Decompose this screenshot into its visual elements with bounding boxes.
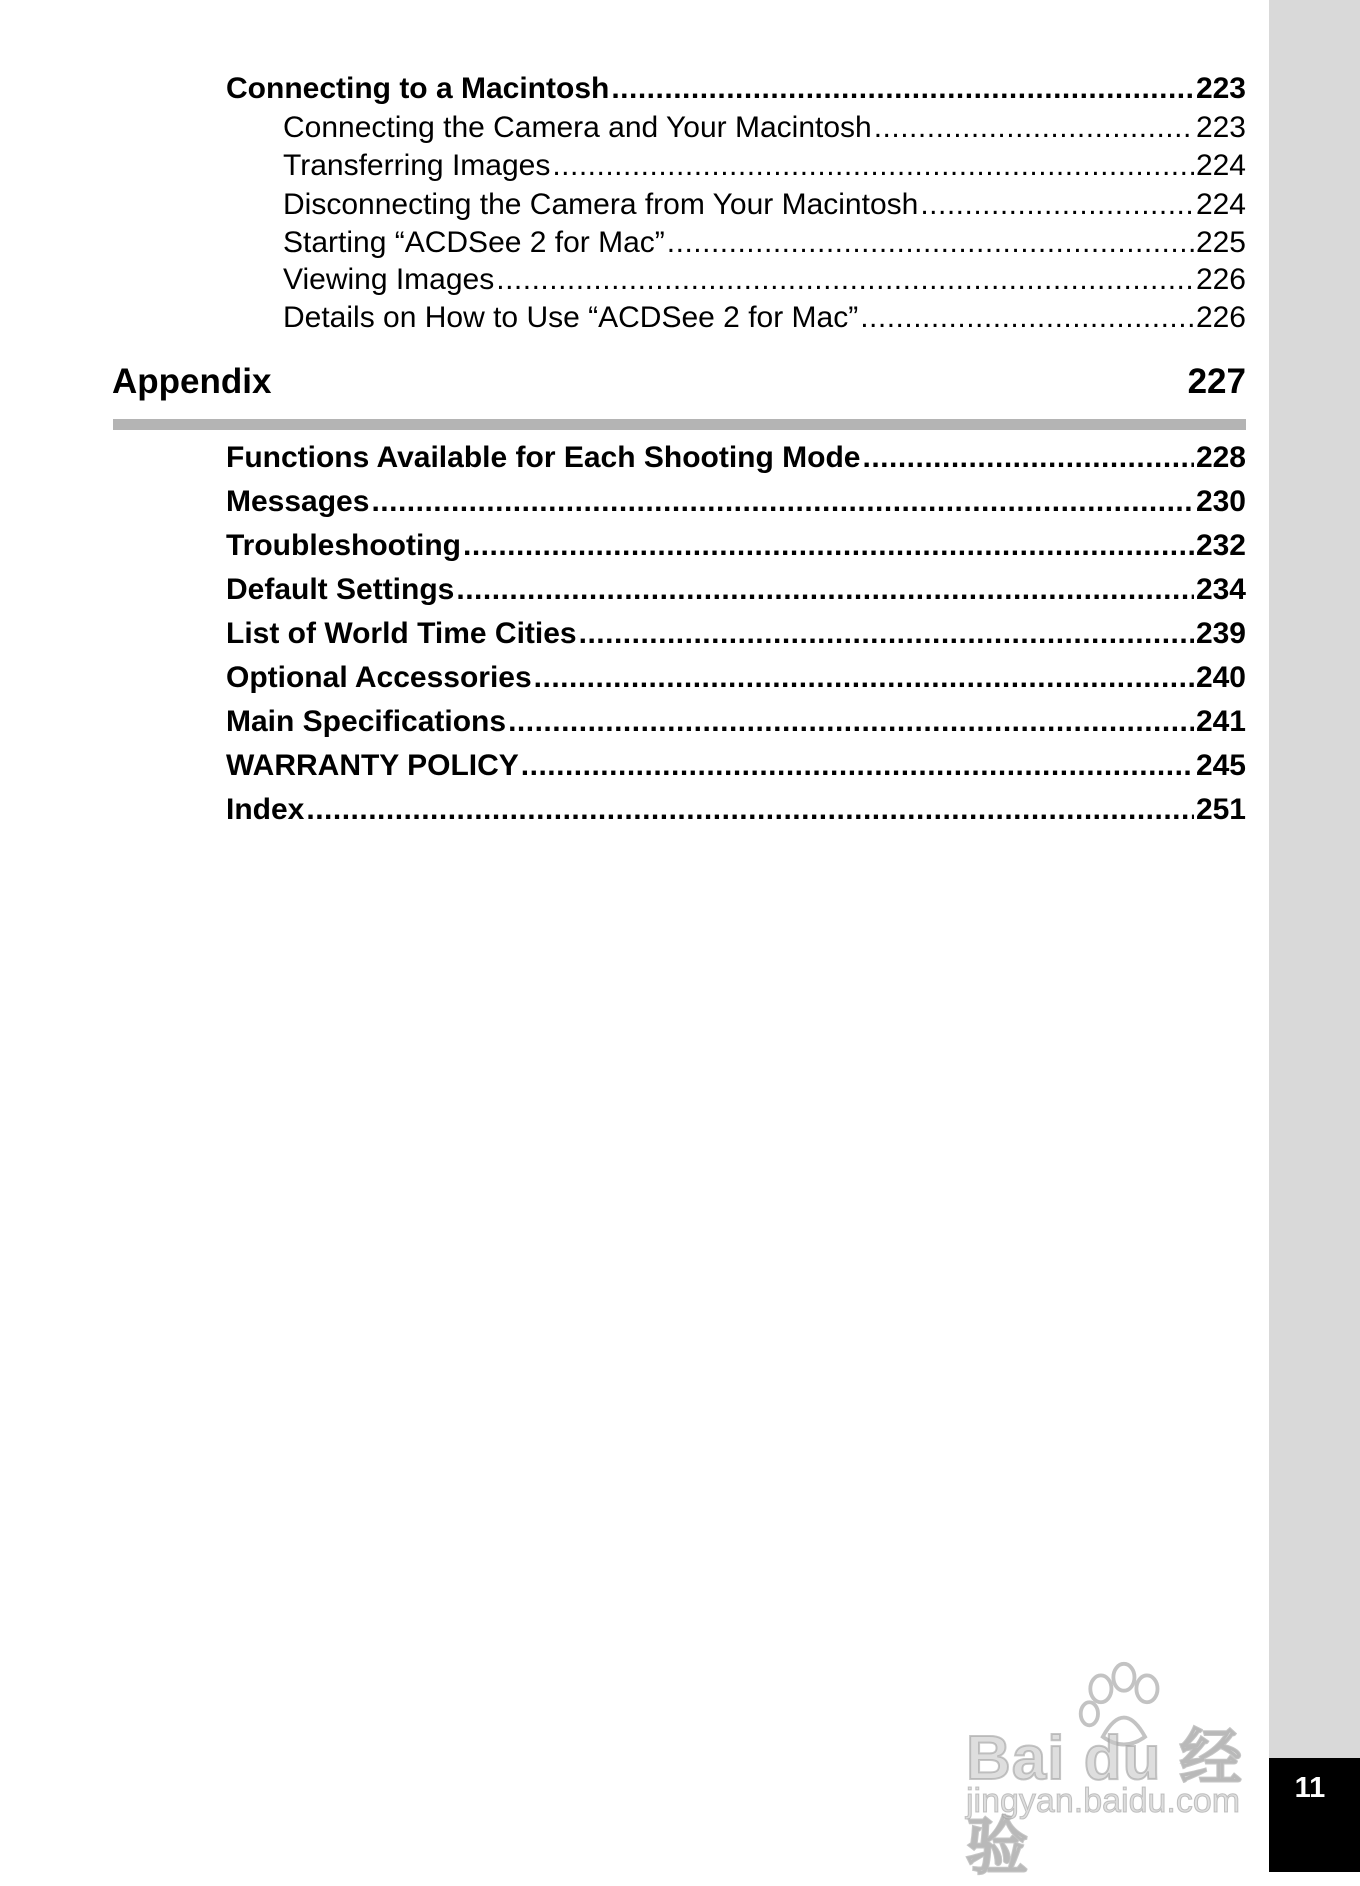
toc-entry-title: Main Specifications bbox=[226, 705, 507, 738]
toc-entry-title: List of World Time Cities bbox=[226, 617, 577, 650]
toc-entry[interactable] bbox=[226, 529, 1246, 563]
watermark-url: jingyan.baidu.com bbox=[966, 1782, 1241, 1820]
toc-entry-page: 245 bbox=[1195, 749, 1246, 782]
toc-entry[interactable] bbox=[226, 573, 1246, 607]
toc-entry-page: 234 bbox=[1195, 573, 1246, 606]
toc-entry-title: Troubleshooting bbox=[226, 529, 461, 562]
toc-entry[interactable] bbox=[226, 661, 1246, 695]
toc-entry-title: Messages bbox=[226, 485, 370, 518]
toc-entry-page: 241 bbox=[1195, 705, 1246, 738]
toc-entry[interactable] bbox=[226, 72, 1246, 106]
toc-entry-page: 226 bbox=[1195, 301, 1246, 334]
toc-entry-title: Functions Available for Each Shooting Mode bbox=[226, 441, 861, 474]
toc-entry[interactable] bbox=[283, 149, 1246, 183]
toc-entry-page: 226 bbox=[1195, 263, 1246, 296]
toc-entry-title: Viewing Images bbox=[283, 263, 495, 296]
toc-entry-title: Connecting the Camera and Your Macintosh bbox=[283, 111, 872, 144]
toc-entry-page: 239 bbox=[1195, 617, 1246, 650]
toc-entry[interactable] bbox=[283, 111, 1246, 145]
toc-entry-page: 251 bbox=[1195, 793, 1246, 826]
toc-entry-page: 230 bbox=[1195, 485, 1246, 518]
watermark-brand: Bai du 经验 bbox=[966, 1724, 1243, 1882]
toc-entry[interactable] bbox=[283, 301, 1246, 335]
dot-leader bbox=[496, 263, 1194, 297]
toc-entry[interactable] bbox=[226, 793, 1246, 827]
dot-leader bbox=[667, 226, 1194, 260]
dot-leader bbox=[862, 441, 1193, 475]
toc-entry-title: Index bbox=[226, 793, 305, 826]
side-band bbox=[1269, 0, 1360, 1872]
toc-entry[interactable] bbox=[226, 705, 1246, 739]
toc-entry[interactable] bbox=[226, 749, 1246, 783]
dot-leader bbox=[611, 72, 1194, 106]
toc-entry-title: Default Settings bbox=[226, 573, 455, 606]
toc-entry-title: Connecting to a Macintosh bbox=[226, 72, 610, 105]
section-divider bbox=[113, 419, 1246, 430]
toc-entry-title: Disconnecting the Camera from Your Macintosh bbox=[283, 188, 919, 221]
dot-leader bbox=[579, 617, 1194, 651]
toc-entry[interactable] bbox=[226, 441, 1246, 475]
toc-entry[interactable] bbox=[226, 485, 1246, 519]
dot-leader bbox=[306, 793, 1194, 827]
baidu-watermark bbox=[966, 1660, 1276, 1882]
toc-entry-page: 232 bbox=[1195, 529, 1246, 562]
dot-leader bbox=[920, 188, 1194, 222]
toc-entry-page: 224 bbox=[1195, 188, 1246, 221]
dot-leader bbox=[552, 149, 1194, 183]
toc-entry-page: 240 bbox=[1195, 661, 1246, 694]
toc-entry[interactable] bbox=[283, 188, 1246, 222]
dot-leader bbox=[508, 705, 1194, 739]
toc-entry-page: 223 bbox=[1195, 72, 1246, 105]
dot-leader bbox=[534, 661, 1194, 695]
dot-leader bbox=[463, 529, 1194, 563]
toc-entry-title: Starting “ACDSee 2 for Mac” bbox=[283, 226, 665, 259]
dot-leader bbox=[860, 301, 1194, 335]
section-title[interactable]: Appendix bbox=[112, 362, 272, 401]
toc-entry-page: 228 bbox=[1195, 441, 1246, 474]
section-page: 227 bbox=[1187, 362, 1246, 401]
toc-entry-page: 225 bbox=[1195, 226, 1246, 259]
toc-entry-page: 224 bbox=[1195, 149, 1246, 182]
toc-entry-title: Optional Accessories bbox=[226, 661, 532, 694]
dot-leader bbox=[456, 573, 1194, 607]
toc-entry-page: 223 bbox=[1195, 111, 1246, 144]
dot-leader bbox=[371, 485, 1194, 519]
toc-entry[interactable] bbox=[283, 263, 1246, 297]
page-number: 11 bbox=[1294, 1772, 1326, 1804]
dot-leader bbox=[874, 111, 1194, 145]
dot-leader bbox=[521, 749, 1194, 783]
toc-entry-title: Transferring Images bbox=[283, 149, 551, 182]
toc-entry-title: Details on How to Use “ACDSee 2 for Mac” bbox=[283, 301, 859, 334]
toc-entry[interactable] bbox=[283, 226, 1246, 260]
toc-entry[interactable] bbox=[226, 617, 1246, 651]
toc-entry-title: WARRANTY POLICY bbox=[226, 749, 519, 782]
